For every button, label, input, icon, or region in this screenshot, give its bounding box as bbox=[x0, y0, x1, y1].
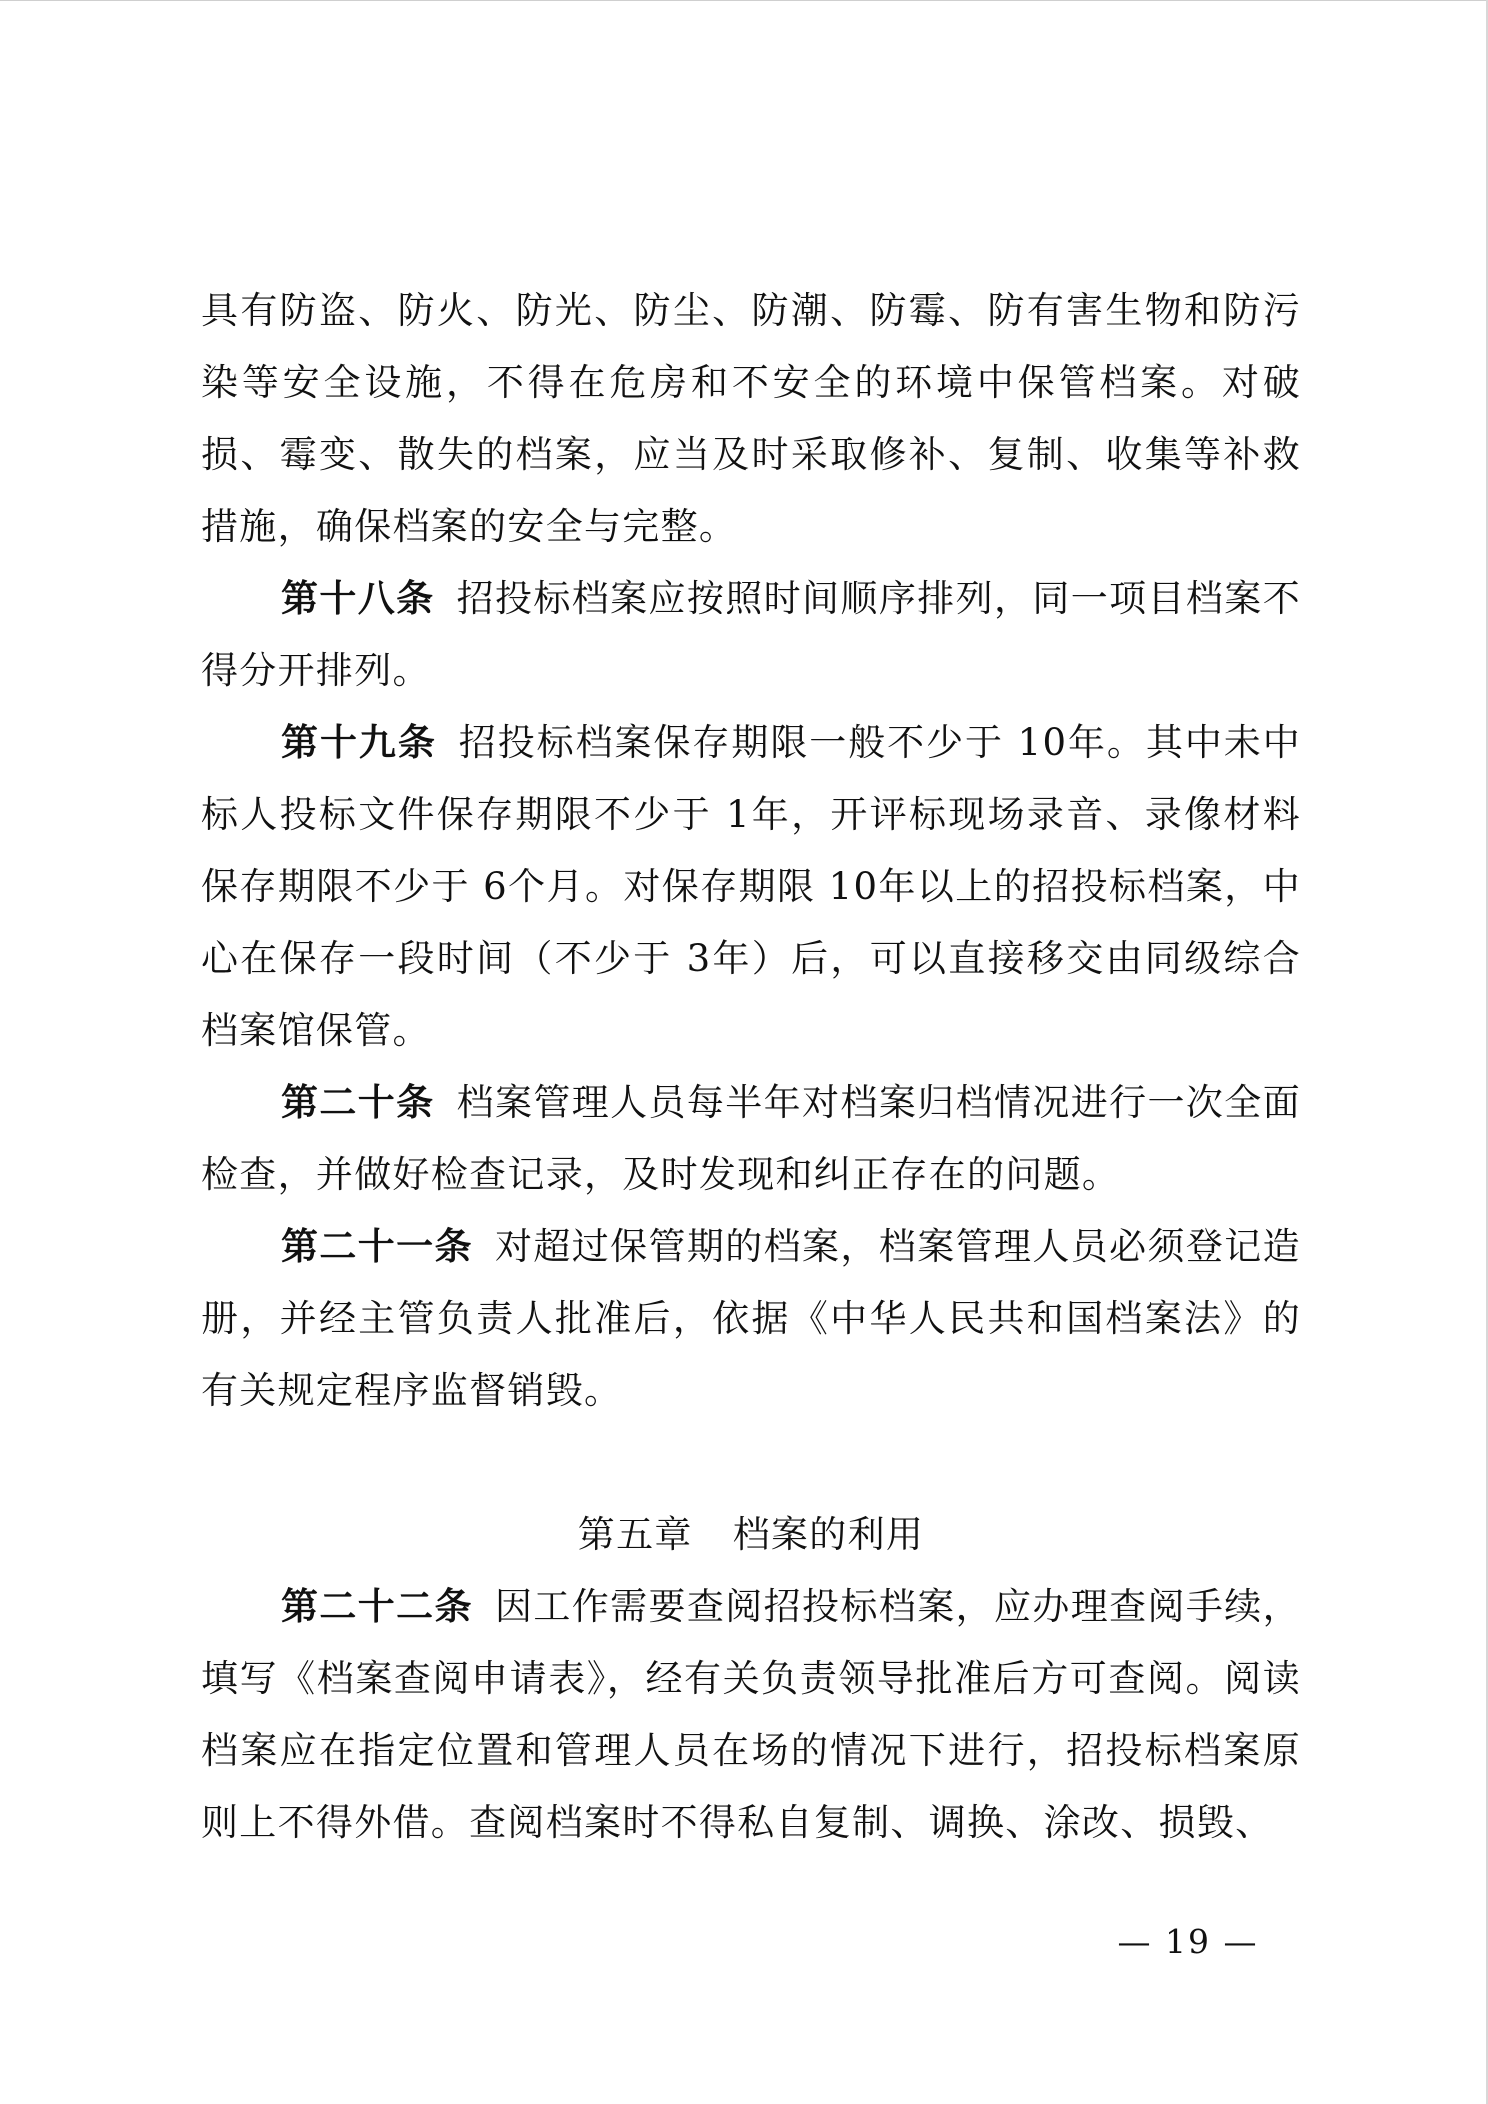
article-text: 对超过保管期的档案，档案管理人员必须登记造册，并经主管负责人批准后，依据《中华人民共和国档案法》的有关规定程序监督销毁。 bbox=[201, 1225, 1301, 1412]
article-text: 招投标档案应按照时间顺序排列，同一项目档案不得分开排列。 bbox=[201, 577, 1301, 692]
article-heading: 第二十条 bbox=[281, 1081, 435, 1124]
article-21 bbox=[201, 1211, 1301, 1427]
article-text: 档案管理人员每半年对档案归档情况进行一次全面检查，并做好检查记录，及时发现和纠正存在的问题。 bbox=[201, 1081, 1301, 1196]
article-heading: 第十九条 bbox=[281, 721, 437, 764]
document-body bbox=[201, 275, 1301, 1859]
article-20 bbox=[201, 1067, 1301, 1211]
chapter-number: 第五章 bbox=[577, 1513, 693, 1556]
continuation-paragraph: 具有防盗、防火、防光、防尘、防潮、防霉、防有害生物和防污染等安全设施，不得在危房和不安全的环境中保管档案。对破损、霉变、散失的档案，应当及时采取修补、复制、收集等补救措施，确保档案的安全与完整。 bbox=[201, 289, 1301, 548]
article-heading: 第二十一条 bbox=[281, 1225, 473, 1268]
chapter-name: 档案的利用 bbox=[732, 1513, 925, 1556]
article-text: 招投标档案保存期限一般不少于 10年。其中未中标人投标文件保存期限不少于 1年，开评标现场录音、录像材料保存期限不少于 6个月。对保存期限 10年以上的招投标档案，中心在保存一段时间（不少于 3年）后，可以直接移交由同级综合档案馆保管。 bbox=[201, 721, 1302, 1052]
chapter-title bbox=[201, 1499, 1301, 1571]
article-heading: 第二十二条 bbox=[281, 1585, 473, 1628]
page-top-edge bbox=[0, 0, 1488, 1]
article-text: 因工作需要查阅招投标档案，应办理查阅手续，填写《档案查阅申请表》，经有关负责领导批准后方可查阅。阅读档案应在指定位置和管理人员在场的情况下进行，招投标档案原则上不得外借。查阅档案时不得私自复制、调换、涂改、损毁、 bbox=[201, 1585, 1301, 1844]
page-number: — 19 — bbox=[1117, 1922, 1259, 1961]
article-19 bbox=[201, 707, 1301, 1067]
article-heading: 第十八条 bbox=[281, 577, 435, 620]
article-18 bbox=[201, 563, 1301, 707]
article-22 bbox=[201, 1571, 1301, 1859]
